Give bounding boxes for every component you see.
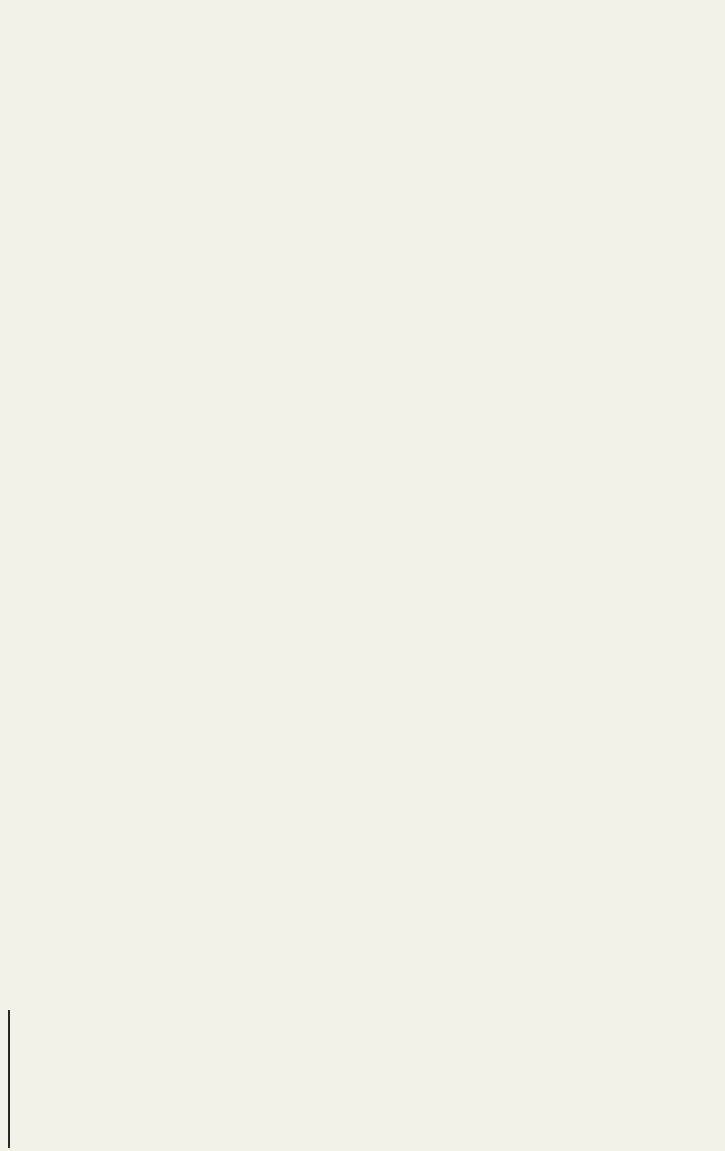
margin-rule	[8, 1010, 10, 1148]
page-header	[0, 56, 725, 82]
document-body	[49, 88, 714, 92]
